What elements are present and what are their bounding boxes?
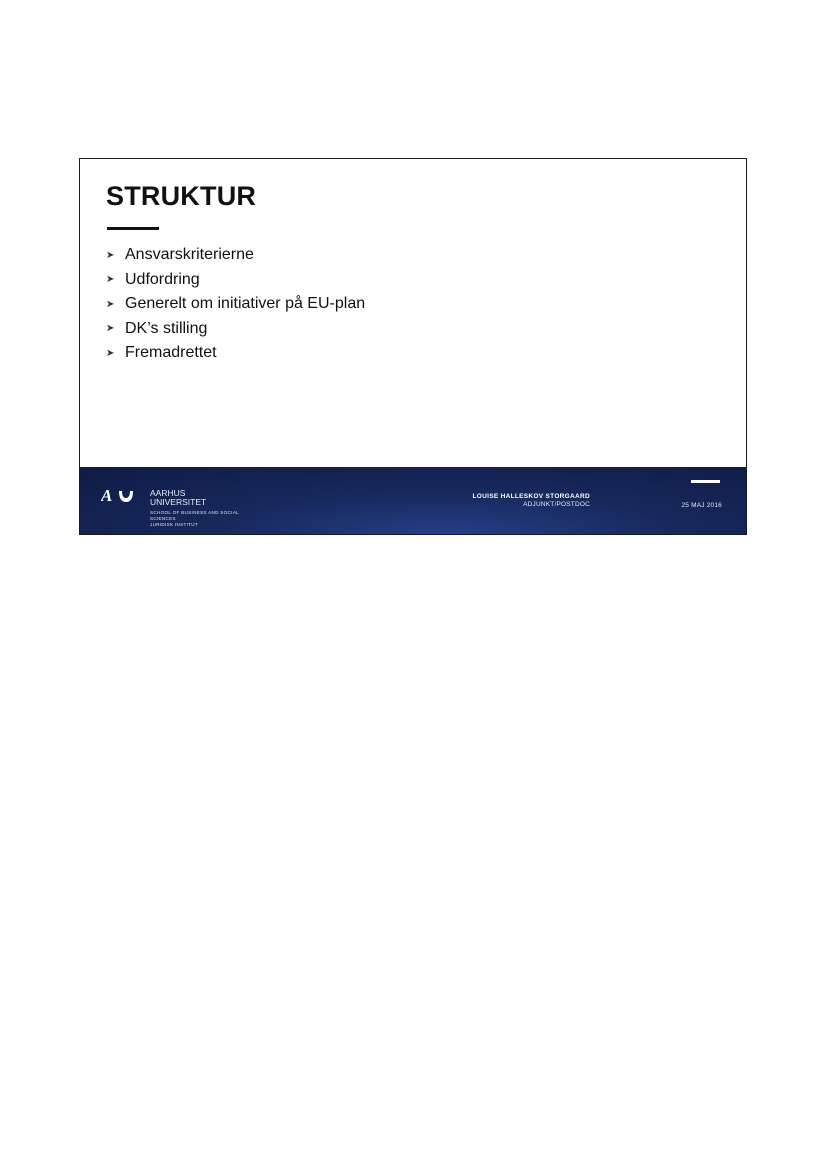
university-name-line: AARHUS (150, 488, 186, 498)
arrowhead-bullet-icon: ➤ (106, 347, 115, 359)
arrowhead-bullet-icon: ➤ (106, 298, 115, 310)
arrowhead-bullet-icon: ➤ (106, 323, 115, 335)
list-item-label: Fremadrettet (125, 344, 217, 362)
list-item-label: Generelt om initiativer på EU-plan (125, 295, 366, 313)
list-item (106, 341, 365, 366)
list-item (106, 268, 365, 293)
university-name-line: UNIVERSITET (150, 497, 207, 507)
slide-title: STRUKTUR (106, 181, 257, 211)
presenter-name: LOUISE HALLESKOV STORGAARD (472, 493, 590, 500)
arrowhead-bullet-icon: ➤ (106, 274, 115, 286)
aarhus-university-logo (101, 486, 135, 504)
footer-accent-bar (691, 480, 720, 483)
list-item-label: Ansvarskriterierne (125, 246, 254, 264)
list-item (106, 317, 365, 342)
title-underline (107, 227, 159, 230)
presenter-role: ADJUNKT/POSTDOC (523, 501, 590, 508)
slide-footer (80, 467, 746, 534)
school-name-line: SCIENCES (150, 516, 176, 521)
list-item (106, 292, 365, 317)
svg-text:A: A (101, 486, 113, 504)
list-item-label: Udfordring (125, 270, 200, 288)
list-item-label: DK’s stilling (125, 319, 208, 337)
arrowhead-bullet-icon: ➤ (106, 249, 115, 261)
bullet-list (106, 243, 365, 366)
slide (79, 158, 747, 535)
university-name (150, 489, 206, 507)
list-item (106, 243, 365, 268)
school-name (150, 510, 239, 528)
school-name-line: JURIDISK INSTITUT (150, 522, 198, 527)
school-name-line: SCHOOL OF BUSINESS AND SOCIAL (150, 510, 239, 515)
slide-date: 25 MAJ 2016 (681, 502, 722, 509)
presenter-info (473, 493, 590, 509)
